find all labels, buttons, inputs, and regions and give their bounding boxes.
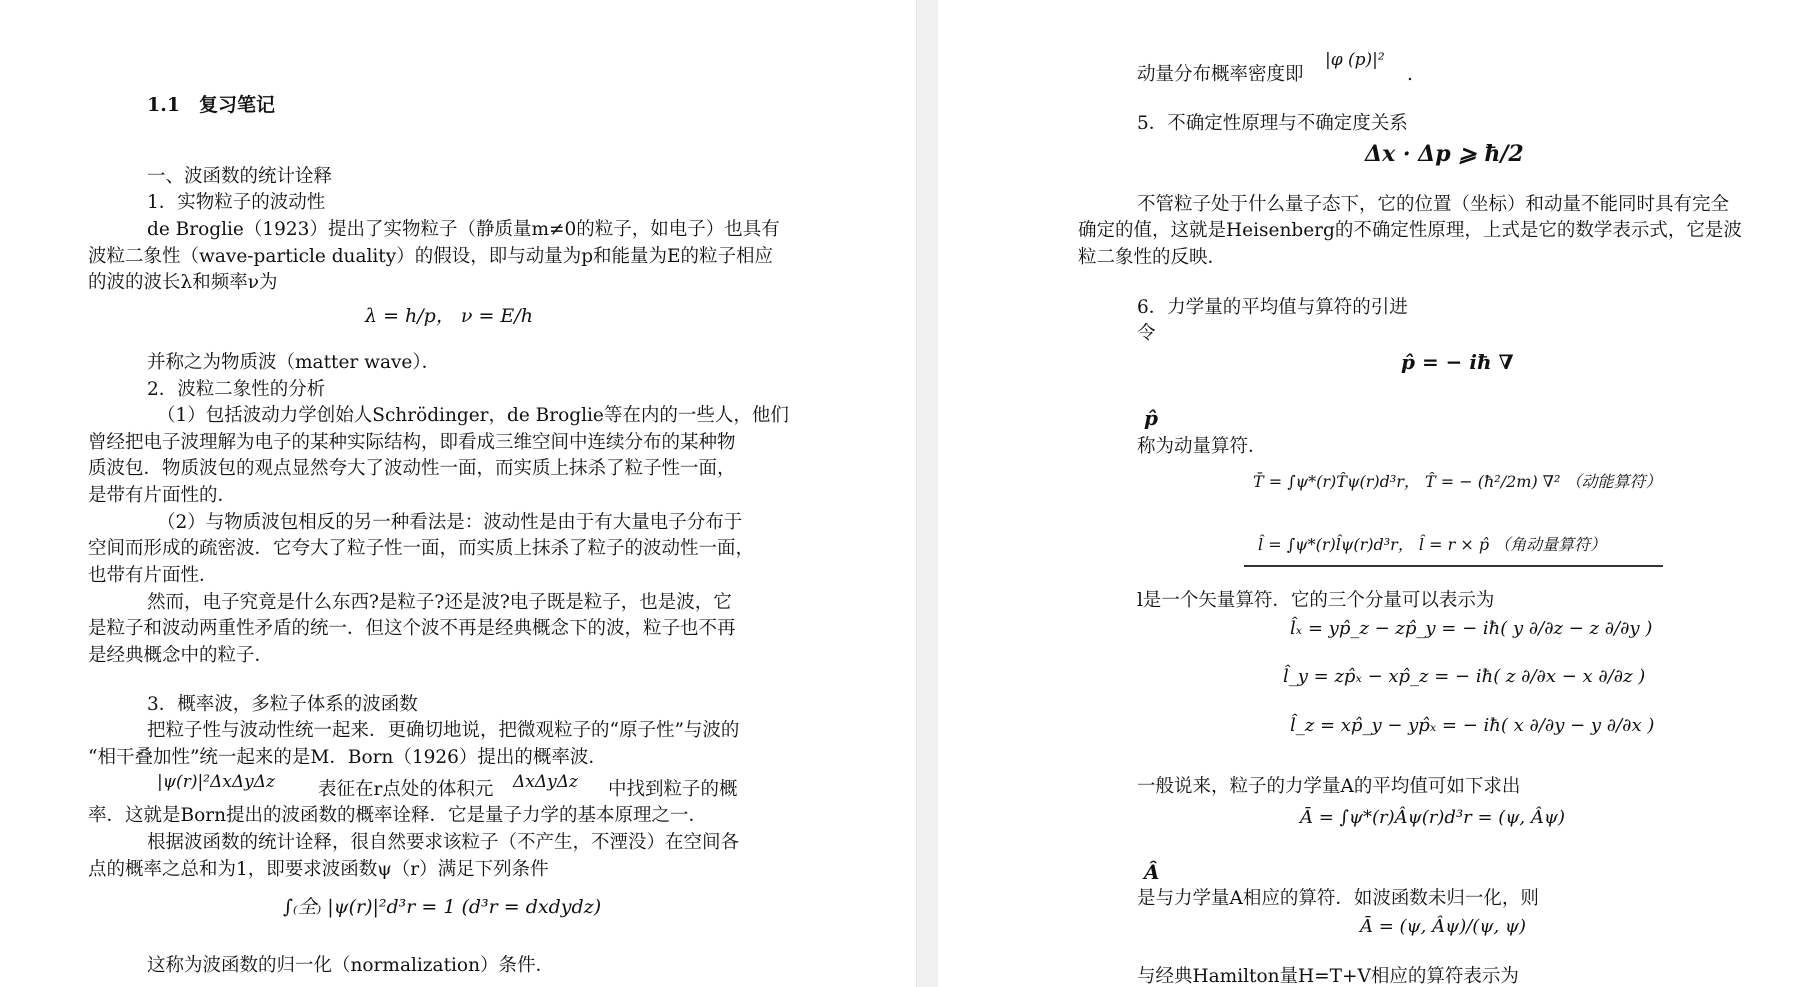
- equation-uncertainty: Δx · Δp ⩾ ħ/2: [1365, 141, 1524, 167]
- subsection-title: 5．不确定性原理与不确定度关系: [1137, 113, 1408, 134]
- paragraph-line: 令: [1137, 323, 1156, 344]
- paragraph-line: 是经典概念中的粒子．: [88, 645, 274, 666]
- equation-unnormalized-average: Ā = (ψ, Âψ)/(ψ, ψ): [1360, 916, 1527, 937]
- paragraph-line: de Broglie（1923）提出了实物粒子（静质量m≠0的粒子，如电子）也具有: [147, 219, 780, 240]
- equation-ly: l̂_y = zp̂ₓ − xp̂_z = − iħ( z ∂/∂x − x ∂/∂z ): [1283, 666, 1646, 687]
- paragraph-line: 中找到粒子的概: [608, 779, 738, 800]
- equation-underline: [1244, 565, 1663, 567]
- paragraph-line: 点的概率之总和为1，即要求波函数ψ（r）满足下列条件: [88, 859, 549, 880]
- equation-average-value: Ā = ∫ψ*(r)Âψ(r)d³r = (ψ, Âψ): [1300, 807, 1566, 828]
- symbol-a-hat: Â: [1144, 860, 1160, 884]
- equation-probability-density: |ψ(r)|²ΔxΔyΔz: [157, 772, 275, 792]
- paragraph-line: 粒二象性的反映．: [1078, 247, 1227, 268]
- paragraph-line: 曾经把电子波理解为电子的某种实际结构，即看成三维空间中连续分布的某种物: [88, 432, 736, 453]
- paragraph-line: 称为动量算符．: [1137, 436, 1267, 457]
- paragraph-line: 动量分布概率密度即: [1137, 64, 1304, 85]
- paragraph-line: 空间而形成的疏密波．它夸大了粒子性一面，而实质上抹杀了粒子的波动性一面，: [88, 538, 755, 559]
- paragraph-line: 也带有片面性．: [88, 565, 218, 586]
- paragraph-line: 把粒子性与波动性统一起来．更确切地说，把微观粒子的“原子性”与波的: [147, 720, 740, 741]
- document-page-right: [938, 0, 1813, 987]
- paragraph-line: 一般说来，粒子的力学量A的平均值可如下求出: [1137, 776, 1521, 797]
- paragraph-line: l是一个矢量算符．它的三个分量可以表示为: [1137, 590, 1495, 611]
- equation-period: .: [1407, 64, 1413, 85]
- equation-momentum-operator: p̂ = − iħ ∇: [1401, 350, 1514, 374]
- paragraph-line: 这称为波函数的归一化（normalization）条件．: [147, 955, 554, 976]
- equation-normalization: ∫₍全₎ |ψ(r)|²d³r = 1 (d³r = dxdydz): [283, 896, 602, 918]
- equation-volume-element: ΔxΔyΔz: [513, 772, 578, 792]
- page-gap: [916, 0, 940, 987]
- paragraph-line: 与经典Hamilton量H=T+V相应的算符表示为: [1137, 966, 1519, 987]
- equation-kinetic-energy: T̄ = ∫ψ*(r)T̂ψ(r)d³r， T̂ = − (ħ²/2m) ∇² （动能算符）: [1253, 472, 1662, 491]
- paragraph-line: 表征在r点处的体积元: [318, 779, 494, 800]
- equation-angular-momentum: l̂ = ∫ψ*(r)l̂ψ(r)d³r， l̂ = r × p̂ （角动量算符）: [1258, 535, 1607, 554]
- symbol-p-hat: p̂: [1144, 406, 1158, 430]
- paragraph-line: 是与力学量A相应的算符．如波函数未归一化，则: [1137, 888, 1539, 909]
- equation-lx: l̂ₓ = yp̂_z − zp̂_y = − iħ( y ∂/∂z − z ∂/∂y ): [1290, 618, 1653, 639]
- paragraph-line: 然而，电子究竟是什么东西?是粒子?还是波?电子既是粒子，也是波，它: [147, 592, 732, 613]
- section-title: 一、波函数的统计诠释: [147, 166, 333, 187]
- subsection-title: 1．实物粒子的波动性: [147, 192, 326, 213]
- equation-momentum-density: |φ (p)|²: [1325, 50, 1385, 70]
- paragraph-line: 是粒子和波动两重性矛盾的统一．但这个波不再是经典概念下的波，粒子也不再: [88, 618, 736, 639]
- paragraph-line: 率．这就是Born提出的波函数的概率诠释．它是量子力学的基本原理之一．: [88, 805, 707, 826]
- paragraph-line: 波粒二象性（wave-particle duality）的假设，即与动量为p和能量为E的粒子相应: [88, 246, 774, 267]
- paragraph-line: 确定的值，这就是Heisenberg的不确定性原理，上式是它的数学表示式，它是波: [1078, 220, 1742, 241]
- subsection-title: 2．波粒二象性的分析: [147, 379, 326, 400]
- paragraph-line: （2）与物质波包相反的另一种看法是：波动性是由于有大量电子分布于: [157, 512, 743, 533]
- equation-lz: l̂_z = xp̂_y − yp̂ₓ = − iħ( x ∂/∂y − y ∂/∂x ): [1290, 715, 1655, 736]
- paragraph-line: 是带有片面性的．: [88, 485, 237, 506]
- paragraph-line: 根据波函数的统计诠释，很自然要求该粒子（不产生，不湮没）在空间各: [147, 832, 740, 853]
- equation-wavelength-frequency: λ = h/p， ν = E/h: [365, 305, 533, 327]
- paragraph-line: （1）包括波动力学创始人Schrödinger，de Broglie等在内的一些人，他们: [157, 405, 789, 426]
- subsection-title: 3．概率波，多粒子体系的波函数: [147, 694, 418, 715]
- section-heading: 1.1 复习笔记: [147, 94, 276, 116]
- paragraph-line: 的波的波长λ和频率ν为: [88, 272, 278, 293]
- subsection-title: 6．力学量的平均值与算符的引进: [1137, 297, 1408, 318]
- paragraph-line: 并称之为物质波（matter wave）．: [147, 352, 441, 373]
- paragraph-line: “相干叠加性”统一起来的是M．Born（1926）提出的概率波．: [88, 747, 607, 768]
- paragraph-line: 质波包．物质波包的观点显然夸大了波动性一面，而实质上抹杀了粒子性一面，: [88, 458, 736, 479]
- paragraph-line: 不管粒子处于什么量子态下，它的位置（坐标）和动量不能同时具有完全: [1137, 194, 1730, 215]
